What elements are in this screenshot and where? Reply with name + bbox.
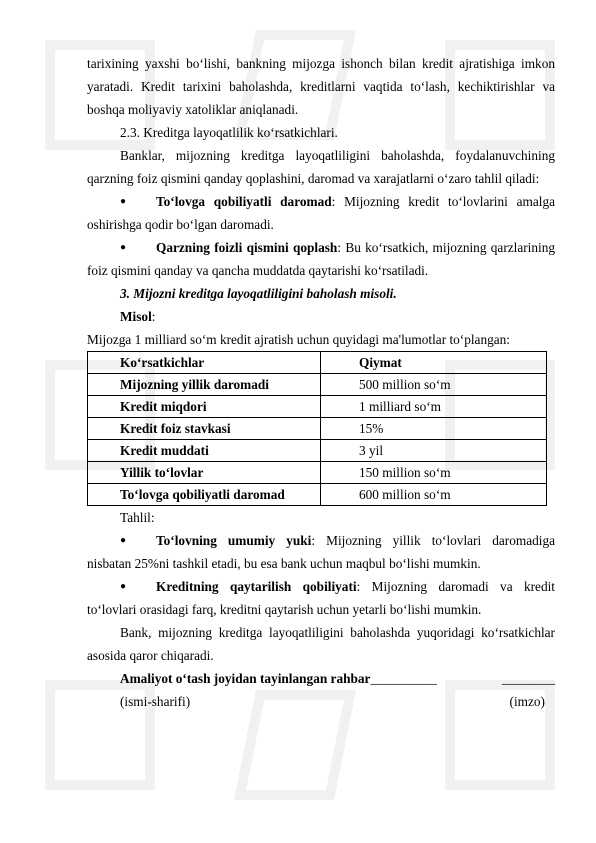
bullet-text: : Mijozning kredit to‘lovlarini amalga oshirishga qodir bo‘lgan daromadi. <box>87 194 555 232</box>
table-cell-indicator: Mijozning yillik daromadi <box>88 374 321 396</box>
name-blank-line: __________ <box>370 671 437 686</box>
supervisor-label: Amaliyot o‘tash joyidan tayinlangan rahbar <box>120 671 371 686</box>
table-row <box>88 418 547 440</box>
table-row <box>88 374 547 396</box>
bullet-payment-burden <box>87 529 555 575</box>
table-row <box>88 440 547 462</box>
section-heading-3: 3. Mijozni kreditga layoqatliligini baholash misoli. <box>120 286 397 301</box>
paragraph-bank-decision: Bank, mijozning kreditga layoqatliligini baholashda yuqoridagi ko‘rsatkichlar asosida qaror chiqaradi. <box>87 625 555 663</box>
bullet-dot-icon: ● <box>120 535 127 546</box>
table-row <box>88 462 547 484</box>
bullet-solvent-income <box>87 190 555 236</box>
table-row <box>88 396 547 418</box>
sign-caption: (imzo) <box>509 694 545 709</box>
bullet-term: Kreditning qaytarilish qobiliyati <box>156 579 357 594</box>
table-cell-value: 150 million so‘m <box>321 462 547 484</box>
table-cell-value: 3 yil <box>321 440 547 462</box>
table-cell-indicator: Kredit miqdori <box>88 396 321 418</box>
paragraph-intro: Mijozga 1 milliard so‘m kredit ajratish uchun quyidagi ma'lumotlar to‘plangan: <box>87 332 511 347</box>
bullet-dot-icon: ● <box>120 581 127 592</box>
signature-blank-line: ________ <box>501 671 555 686</box>
bullet-term: To‘lovning umumiy yuki <box>156 533 312 548</box>
table-cell-indicator: Kredit muddati <box>88 440 321 462</box>
example-label <box>87 305 555 328</box>
indicators-table <box>87 351 547 506</box>
example-colon: : <box>151 309 156 324</box>
paragraph-banks: Banklar, mijozning kreditga layoqatliligini baholashda, foydalanuvchining qarzning foiz qismini qanday qoplashini, daromad va xarajatlarni o‘zaro tahlil qiladi: <box>87 148 555 186</box>
table-cell-indicator: To‘lovga qobiliyatli daromad <box>88 484 321 506</box>
bullet-text: : Bu ko‘rsatkich, mijozning qarzlarining foiz qismini qanday va qancha muddatda qaytarishi ko‘rsatiladi. <box>87 240 556 278</box>
analysis-label: Tahlil: <box>120 510 155 525</box>
table-cell-value: 600 million so‘m <box>321 484 547 506</box>
document-body <box>87 52 555 713</box>
table-header-cell: Qiymat <box>321 352 547 374</box>
table-cell-value: 15% <box>321 418 547 440</box>
table-row <box>88 484 547 506</box>
table-cell-indicator: Yillik to‘lovlar <box>88 462 321 484</box>
bullet-text: : Mijozning daromadi va kredit to‘lovlari orasidagi farq, kreditni qaytarish uchun yetarli bo‘lishi mumkin. <box>87 579 555 617</box>
bullet-interest-coverage <box>87 236 555 282</box>
bullet-term: Qarzning foizli qismini qoplash <box>156 240 338 255</box>
bullet-repayment-ability <box>87 575 555 621</box>
signature-captions <box>87 690 555 713</box>
supervisor-label-group <box>120 667 437 690</box>
table-header-cell: Ko‘rsatkichlar <box>88 352 321 374</box>
example-label-text: Misol <box>120 309 152 324</box>
signature-line <box>87 667 555 690</box>
bullet-dot-icon: ● <box>120 242 127 253</box>
bullet-text: : Mijozning yillik to‘lovlari daromadiga nisbatan 25%ni tashkil etadi, bu esa bank uchun maqbul bo‘lishi mumkin. <box>87 533 555 571</box>
name-caption: (ismi-sharifi) <box>120 694 191 709</box>
paragraph-credit-history: tarixining yaxshi bo‘lishi, bankning mijozga ishonch bilan kredit ajratishiga imkon yaratadi. Kredit tarixini baholashda, kreditlarni vaqtida to‘lash, kechiktirishlar va boshqa moliyaviy xatoliklar aniqlanadi. <box>87 56 555 117</box>
bullet-term: To‘lovga qobiliyatli daromad <box>156 194 332 209</box>
table-cell-indicator: Kredit foiz stavkasi <box>88 418 321 440</box>
table-cell-value: 1 milliard so‘m <box>321 396 547 418</box>
table-cell-value: 500 million so‘m <box>321 374 547 396</box>
table-header-row <box>88 352 547 374</box>
section-heading-2-3: 2.3. Kreditga layoqatlilik ko‘rsatkichlari. <box>120 125 338 140</box>
bullet-dot-icon: ● <box>120 196 127 207</box>
